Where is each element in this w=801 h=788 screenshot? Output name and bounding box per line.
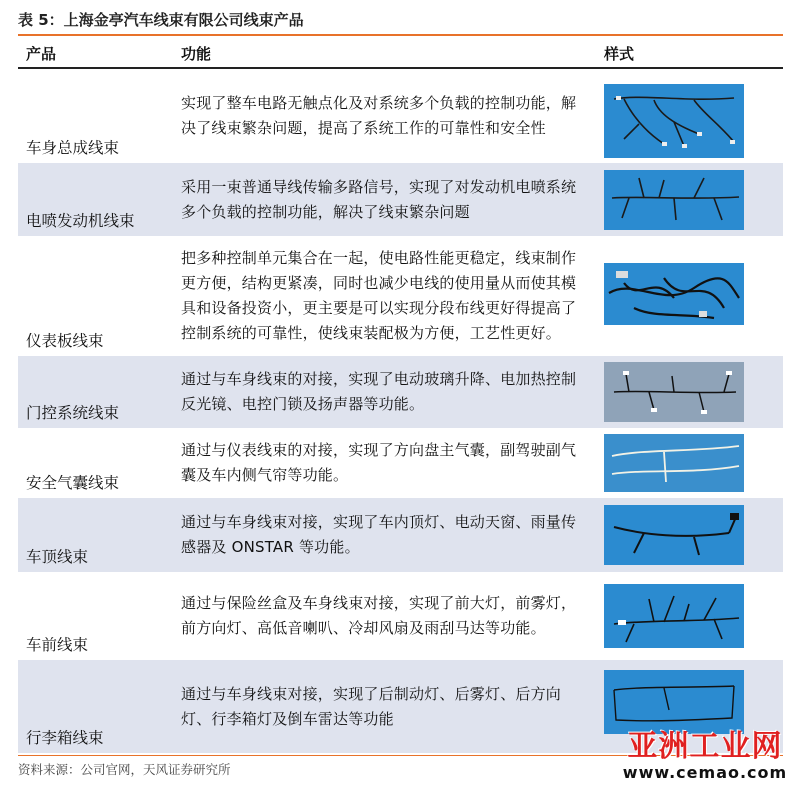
product-function: 通过与保险丝盒及车身线束对接，实现了前大灯，前雾灯，前方向灯、高低音喇叭、冷却风扇及雨刮马达等功能。 bbox=[181, 594, 577, 637]
product-function: 通过与仪表线束的对接，实现了方向盘主气囊，副驾驶副气囊及车内侧气帘等功能。 bbox=[181, 441, 577, 484]
product-name: 仪表板线束 bbox=[26, 332, 104, 350]
trunk-harness-photo bbox=[604, 670, 744, 734]
roof-harness-photo bbox=[604, 505, 744, 565]
table-row bbox=[18, 163, 783, 236]
product-name: 车前线束 bbox=[26, 636, 89, 654]
front-harness-photo bbox=[604, 584, 744, 648]
product-function: 通过与车身线束的对接，实现了电动玻璃升降、电加热控制反光镜、电控门锁及扬声器等功能。 bbox=[181, 370, 577, 413]
engine-harness-photo bbox=[604, 170, 744, 230]
table-row bbox=[18, 236, 783, 356]
airbag-harness-photo bbox=[604, 434, 744, 492]
product-function: 通过与车身线束对接，实现了后制动灯、后雾灯、后方向灯、行李箱灯及倒车雷达等功能 bbox=[181, 684, 562, 728]
watermark-name: 亚洲工业网 bbox=[627, 729, 783, 764]
product-name: 安全气囊线束 bbox=[26, 474, 120, 492]
product-function: 实现了整车电路无触点化及对系统多个负载的控制功能，解决了线束繁杂问题，提高了系统工作的可靠性和安全性 bbox=[181, 94, 577, 137]
header-product: 产品 bbox=[26, 45, 57, 63]
table-row bbox=[18, 69, 783, 163]
product-name: 门控系统线束 bbox=[26, 404, 120, 422]
product-name: 车身总成线束 bbox=[26, 139, 120, 157]
table-title: 表 5：上海金亭汽车线束有限公司线束产品 bbox=[18, 11, 304, 29]
door-harness-photo bbox=[604, 362, 744, 422]
product-function: 通过与车身线束对接，实现了车内顶灯、电动天窗、雨量传感器及 ONSTAR 等功能。 bbox=[181, 513, 577, 556]
table-row bbox=[18, 572, 783, 660]
table-row bbox=[18, 498, 783, 572]
product-name: 电喷发动机线束 bbox=[26, 212, 135, 230]
dashboard-harness-photo bbox=[604, 263, 744, 325]
product-function: 采用一束普通导线传输多路信号，实现了对发动机电喷系统多个负载的控制功能，解决了线束繁杂问题 bbox=[181, 177, 577, 221]
body-harness-photo bbox=[604, 84, 744, 158]
product-name: 行李箱线束 bbox=[26, 729, 104, 747]
product-function: 把多种控制单元集合在一起，使电路性能更稳定，线束制作更方便，结构更紧凑，同时也减少电线的使用量从而使其模具和设备投资小，更主要是可以实现分段布线更好得提高了控制系统的可靠性，使线束装配极为方便，工艺性更好。 bbox=[181, 249, 577, 342]
source-note: 资料来源：公司官网，天风证券研究所 bbox=[18, 762, 231, 777]
product-name: 车顶线束 bbox=[26, 548, 89, 566]
header-function: 功能 bbox=[181, 45, 212, 63]
header-style: 样式 bbox=[604, 45, 635, 63]
table-row bbox=[18, 356, 783, 428]
table-row bbox=[18, 428, 783, 498]
watermark-url: www.cemao.com bbox=[622, 763, 788, 782]
watermark bbox=[621, 730, 789, 782]
table-header bbox=[18, 36, 783, 69]
